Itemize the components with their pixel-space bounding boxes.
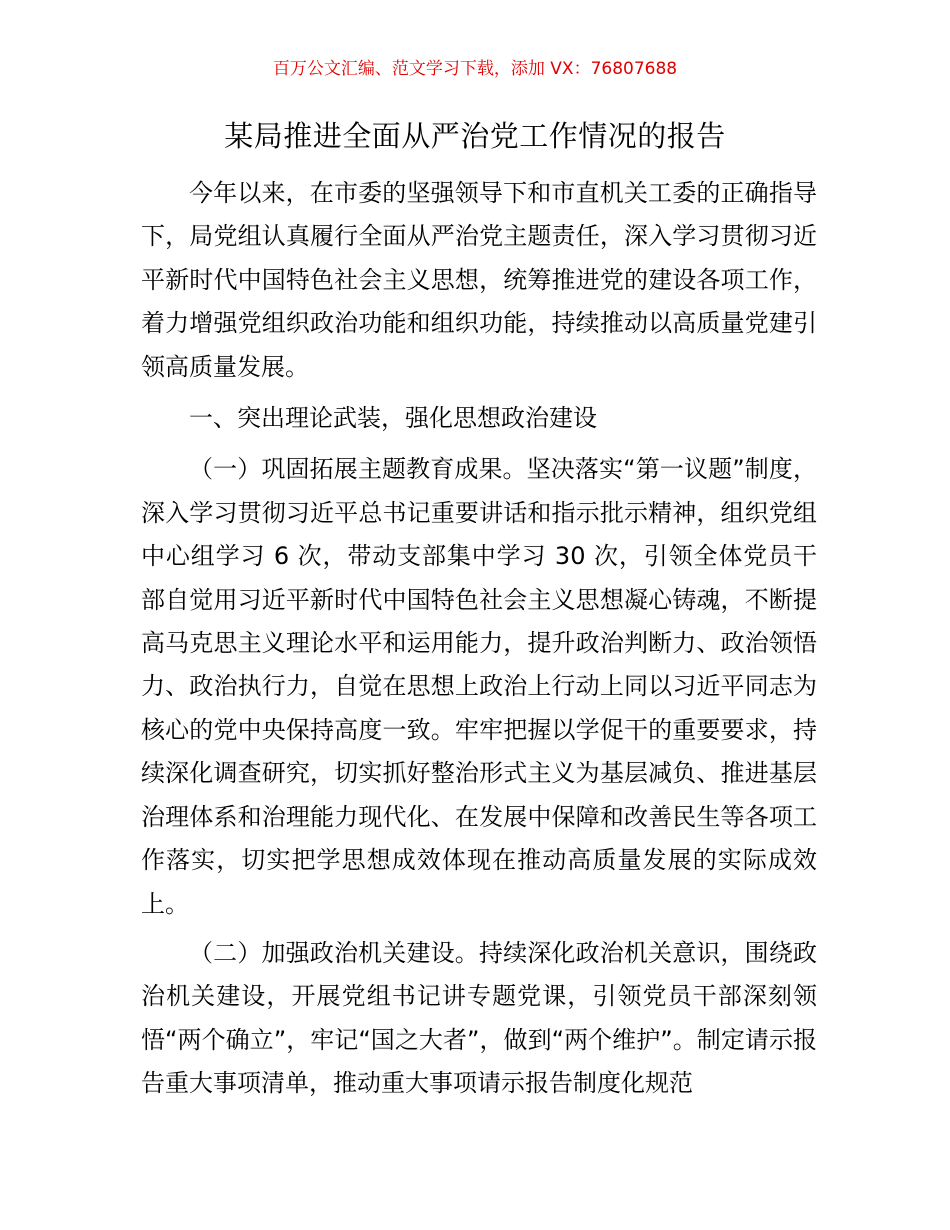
intro-paragraph: 今年以来，在市委的坚强领导下和市直机关工委的正确指导下，局党组认真履行全面从严治党主题责任，深入学习贯彻习近平新时代中国特色社会主义思想，统筹推进党的建设各项工作，着力增强党组织政治功能和组织功能，持续推动以高质量党建引领高质量发展。	[141, 179, 817, 381]
section-heading-1: 一、突出理论武装，强化思想政治建设	[189, 404, 597, 433]
document-title: 某局推进全面从严治党工作情况的报告	[224, 119, 726, 153]
paragraph-item-1: （一）巩固拓展主题教育成果。坚决落实“第一议题”制度，深入学习贯彻习近平总书记重要讲话和指示批示精神，组织党组中心组学习 6 次，带动支部集中学习 30 次，引领全体党员干部自觉用习近平新时代中国特色社会主义思想凝心铸魂，不断提高马克思主义理论水平和运用能力，提升政治判断力、政治领悟力、政治执行力，自觉在思想上政治上行动上同以习近平同志为核心的党中央保持高度一致。牢牢把握以学促干的重要要求，持续深化调查研究，切实抓好整治形式主义为基层减负、推进基层治理体系和治理能力现代化、在发展中保障和改善民生等各项工作落实，切实把学思想成效体现在推动高质量发展的实际成效上。	[141, 455, 817, 918]
document-body	[141, 172, 817, 1106]
watermark-banner: 百万公文汇编、范文学习下载，添加 VX：76807688	[272, 59, 678, 79]
paragraph-item-2: （二）加强政治机关建设。持续深化政治机关意识，围绕政治机关建设，开展党组书记讲专题党课，引领党员干部深刻领悟“两个确立”，牢记“国之大者”，做到“两个维护”。制定请示报告重大事项清单，推动重大事项请示报告制度化规范	[141, 938, 817, 1098]
